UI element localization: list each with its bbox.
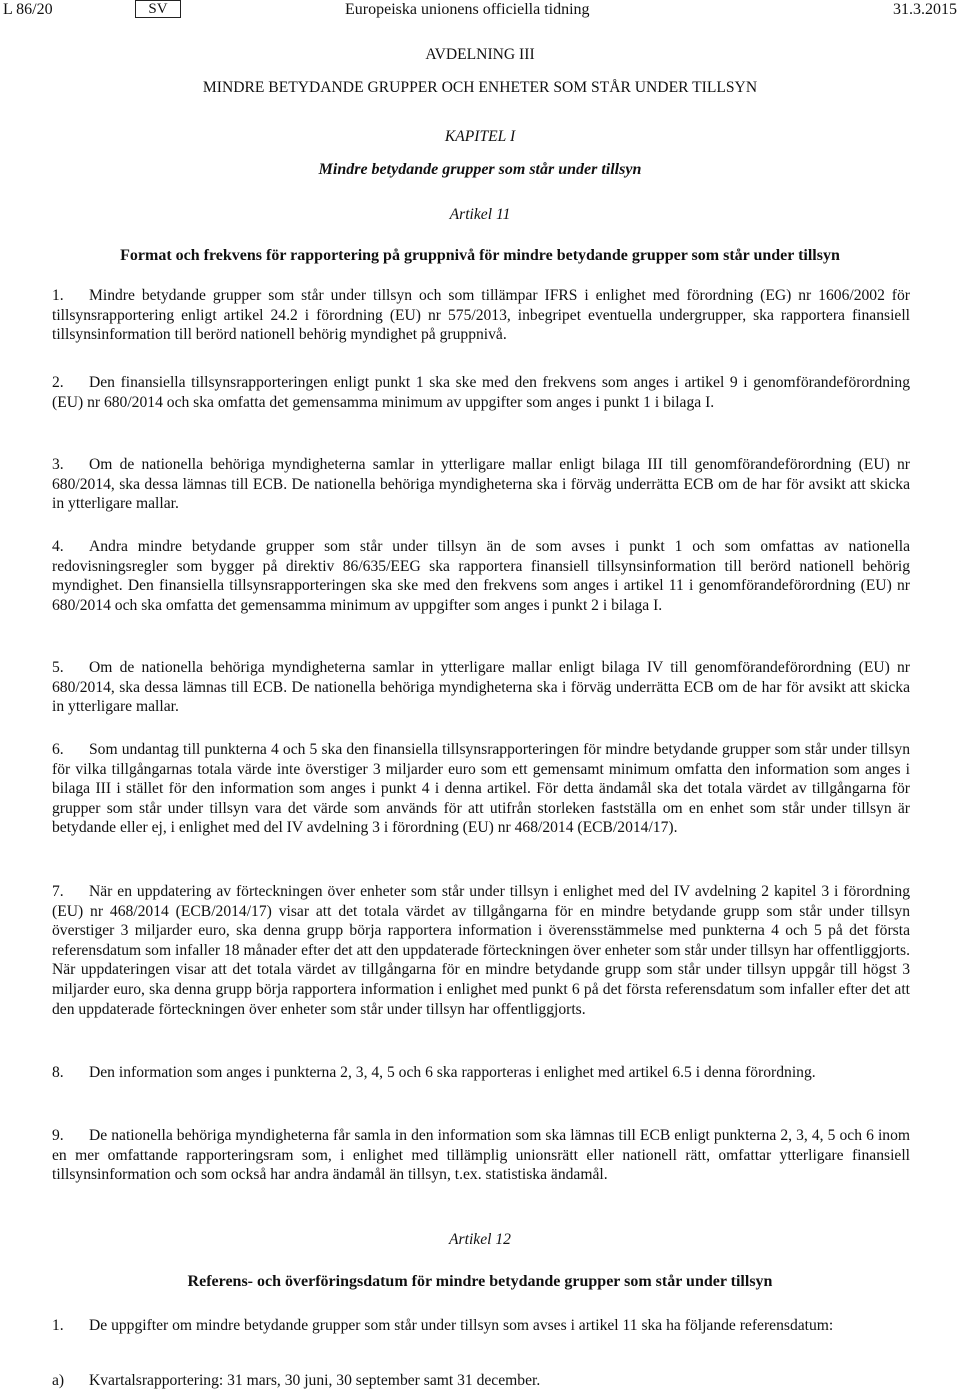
article-11-paragraph-7 bbox=[52, 882, 910, 1019]
paragraph-text: Den finansiella tillsynsrapporteringen enligt punkt 1 ska ske med den frekvens som anges i artikel 9 i genomförandeförordning (EU) nr 680/2014 och ska omfatta det gemensamma minimum av uppgifter som anges i punkt 1 i bilaga I. bbox=[52, 374, 910, 411]
paragraph-text: Den information som anges i punkterna 2, 3, 4, 5 och 6 ska rapporteras i enlighet med artikel 6.5 i denna förordning. bbox=[89, 1064, 816, 1081]
article-11-subtitle: Format och frekvens för rapportering på gruppnivå för mindre betydande grupper som står under tillsyn bbox=[120, 247, 840, 264]
paragraph-number: 7. bbox=[52, 883, 64, 900]
paragraph-number: 9. bbox=[52, 1127, 64, 1144]
article-12-subtitle: Referens- och överföringsdatum för mindre betydande grupper som står under tillsyn bbox=[187, 1273, 773, 1290]
paragraph-number: 3. bbox=[52, 456, 64, 473]
article-11-title: Artikel 11 bbox=[449, 206, 511, 223]
article-11-paragraph-4 bbox=[52, 537, 910, 615]
paragraph-text: Om de nationella behöriga myndigheterna samlar in ytterligare mallar enligt bilaga IV till genomförandeförordning (EU) nr 680/2014, ska dessa lämnas till ECB. De nationella behöriga myndigheterna ska i förväg underrätta ECB om de har för avsikt att skicka in ytterligare mallar. bbox=[52, 659, 910, 716]
chapter-subtitle: Mindre betydande grupper som står under tillsyn bbox=[318, 161, 642, 178]
page-header bbox=[0, 0, 960, 22]
article-11-paragraph-3 bbox=[52, 455, 910, 514]
section-title: AVDELNING III bbox=[425, 46, 535, 63]
paragraph-text: När en uppdatering av förteckningen över enheter som står under tillsyn i enlighet med del IV avdelning 2 kapitel 3 i förordning (EU) nr 468/2014 (ECB/2014/17) visar att det totala värdet av tillgångarna för en mindre betydande grupp som står under tillsyn överstiger 3 miljarder euro, ska denna grupp börja rapportera information i överensstämmelse med punkterna 4 och 5 på det första referensdatum som infaller 18 månader efter det att den uppdaterade förteckningen över enheter som står under tillsyn har offentliggjorts. När uppdateringen visar att det totala värdet av tillgångarna för en mindre betydande grupp som står under tillsyn uppgår till högst 3 miljarder euro, ska denna grupp börja rapportera information i enlighet med punkt 6 på det första referensdatum som infaller efter det att den uppdaterade förteckningen över enheter som står under tillsyn har offentliggjorts. bbox=[52, 883, 910, 1018]
journal-title: Europeiska unionens officiella tidning bbox=[345, 1, 590, 18]
paragraph-number: 1. bbox=[52, 287, 64, 304]
item-letter: a) bbox=[52, 1372, 65, 1389]
article-11-paragraph-6 bbox=[52, 740, 910, 838]
article-12-item-a bbox=[52, 1371, 910, 1391]
paragraph-text: Mindre betydande grupper som står under tillsyn och som tillämpar IFRS i enlighet med förordning (EG) nr 1606/2002 för tillsynsrapportering enligt artikel 24.2 i förordning (EU) nr 575/2013, inbegripet eventuella undergrupper, ska rapportera finansiell tillsynsinformation till berörd nationell behörig myndighet på gruppnivå. bbox=[52, 287, 910, 344]
paragraph-number: 4. bbox=[52, 538, 64, 555]
article-11-paragraph-1 bbox=[52, 286, 910, 345]
publication-date: 31.3.2015 bbox=[893, 1, 957, 18]
paragraph-number: 5. bbox=[52, 659, 64, 676]
article-11-paragraph-9 bbox=[52, 1126, 910, 1185]
paragraph-number: 8. bbox=[52, 1064, 64, 1081]
page-reference: L 86/20 bbox=[3, 1, 53, 18]
article-11-paragraph-2 bbox=[52, 373, 910, 412]
paragraph-number: 2. bbox=[52, 374, 64, 391]
article-12-title: Artikel 12 bbox=[449, 1231, 511, 1248]
paragraph-text: De nationella behöriga myndigheterna får samla in den information som ska lämnas till ECB enligt punkterna 2, 3, 4, 5 och 6 inom en mer omfattande rapporteringsram som, i enlighet med tillämplig unionsrätt eller nationell rätt, omfattar ytterligare finansiell tillsynsinformation och som också har andra ändamål än tillsyn, t.ex. statistiska ändamål. bbox=[52, 1127, 910, 1184]
item-text: Kvartalsrapportering: 31 mars, 30 juni, 30 september samt 31 december. bbox=[89, 1372, 541, 1389]
language-code-box: SV bbox=[135, 0, 181, 18]
paragraph-text: Andra mindre betydande grupper som står under tillsyn än de som avses i punkt 1 och som omfattas av nationella redovisningsregler som bygger på direktiv 86/635/EEG ska rapportera finansiell tillsynsinformation till berörd nationell behörig myndighet. Den finansiella tillsynsrapporteringen ska ske med den frekvens som anges i artikel 11 i genomförandeförordning (EU) nr 680/2014 och ska omfatta det gemensamma minimum av uppgifter som anges i punkt 2 i bilaga I. bbox=[52, 538, 910, 614]
paragraph-number: 6. bbox=[52, 741, 64, 758]
paragraph-number: 1. bbox=[52, 1317, 64, 1334]
paragraph-text: De uppgifter om mindre betydande grupper som står under tillsyn som avses i artikel 11 ska ha följande referensdatum: bbox=[89, 1317, 834, 1334]
paragraph-text: Om de nationella behöriga myndigheterna samlar in ytterligare mallar enligt bilaga III till genomförandeförordning (EU) nr 680/2014, ska dessa lämnas till ECB. De nationella behöriga myndigheterna ska i förväg underrätta ECB om de har för avsikt att skicka in ytterligare mallar. bbox=[52, 456, 910, 513]
article-11-paragraph-8 bbox=[52, 1063, 910, 1083]
article-12-paragraph-1 bbox=[52, 1316, 910, 1336]
section-subtitle: MINDRE BETYDANDE GRUPPER OCH ENHETER SOM STÅR UNDER TILLSYN bbox=[202, 79, 758, 96]
article-11-paragraph-5 bbox=[52, 658, 910, 717]
chapter-title: KAPITEL I bbox=[444, 128, 516, 145]
paragraph-text: Som undantag till punkterna 4 och 5 ska den finansiella tillsynsrapporteringen för mindre betydande grupper som står under tillsyn för vilka tillgångarnas totala värde inte överstiger 3 miljarder euro som ett gemensamt minimum omfatta den information som anges i bilaga III i stället för den information som anges i punkt 4 i denna artikel. För detta ändamål ska det totala värdet av tillgångarna för grupper som står under tillsyn vara det värde som används för att utifrån storleken fastställa om en enhet som står under tillsyn är betydande eller ej, i enlighet med del IV avdelning 3 i förordning (EU) nr 468/2014 (ECB/2014/17). bbox=[52, 741, 910, 837]
